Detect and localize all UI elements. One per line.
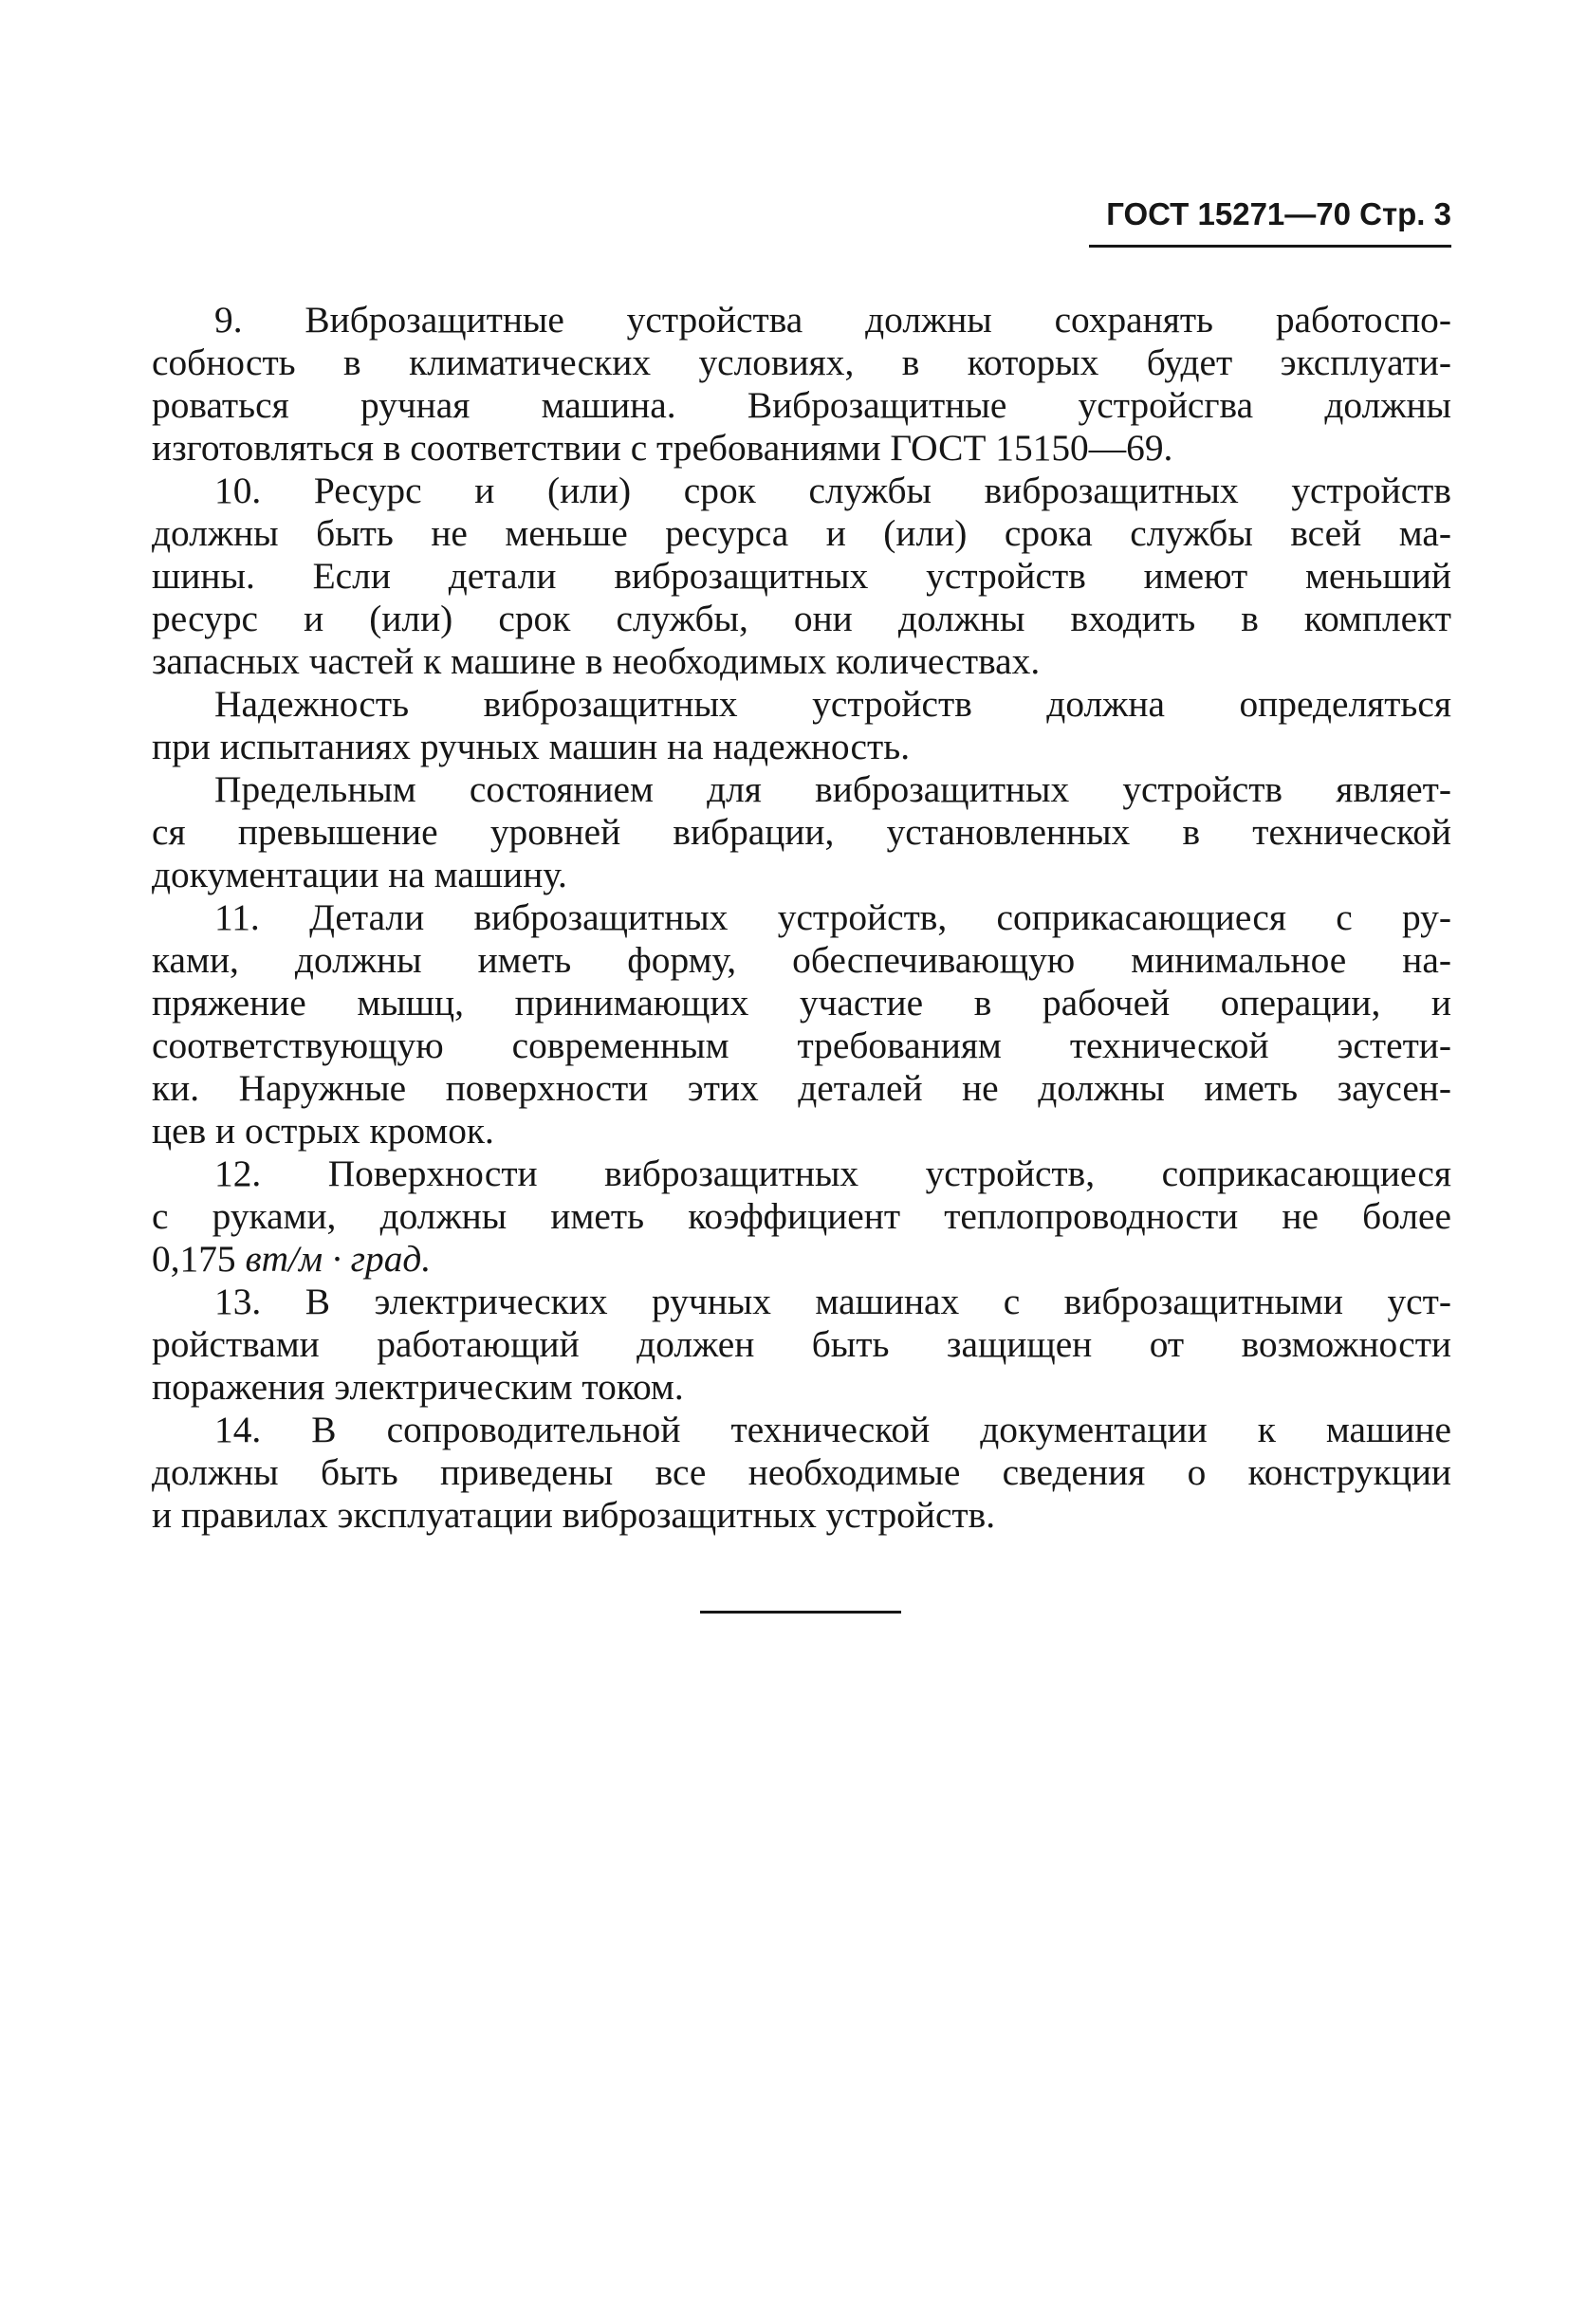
text-line: шины. Если детали виброзащитных устройств имеют меньший [152,555,1451,597]
conductivity-unit: вт/м · град. [245,1238,432,1280]
paragraph-limit-state [152,768,1451,896]
text-line: 12. Поверхности виброзащитных устройств, соприкасающиеся [214,1153,1451,1194]
paragraph-12 [152,1153,1451,1281]
text-line-value [152,1238,1451,1281]
text-line: ся превышение уровней вибрации, установленных в технической [152,811,1451,853]
text-line: 11. Детали виброзащитных устройств, соприкасающиеся с ру- [214,896,1451,938]
text-line: собность в климатических условиях, в которых будет эксплуати- [152,341,1451,383]
text-line: Предельным состоянием для виброзащитных устройств являет- [214,768,1451,810]
header-rule [1089,245,1451,248]
text-line: с руками, должны иметь коэффициент теплопроводности не более [152,1195,1451,1237]
paragraph-reliability [152,683,1451,768]
text-line: пряжение мышц, принимающих участие в рабочей операции, и [152,982,1451,1024]
text-line: ки. Наружные поверхности этих деталей не должны иметь заусен- [152,1067,1451,1109]
text-line: роваться ручная машина. Виброзащитные устройсгва должны [152,384,1451,426]
paragraph-11 [152,896,1451,1153]
paragraph-14 [152,1409,1451,1537]
end-rule [700,1611,901,1614]
paragraph-10 [152,470,1451,683]
text-line: поражения электрическим током. [152,1366,684,1408]
text-line: 9. Виброзащитные устройства должны сохранять работоспо- [214,299,1451,341]
page-header: ГОСТ 15271—70 Стр. 3 [1106,196,1451,231]
text-line: при испытаниях ручных машин на надежность. [152,726,911,767]
text-line: должны быть приведены все необходимые сведения о конструкции [152,1451,1451,1493]
text-line: 13. В электрических ручных машинах с виброзащитными уст- [214,1281,1451,1322]
text-line: изготовляться в соответствии с требованиями ГОСТ 15150—69. [152,427,1173,469]
text-line: запасных частей к машине в необходимых количествах. [152,640,1041,682]
document-body [152,299,1451,1537]
text-line: ресурс и (или) срок службы, они должны входить в комплект [152,598,1451,639]
text-line: цев и острых кромок. [152,1110,494,1152]
text-line: и правилах эксплуатации виброзащитных устройств. [152,1494,996,1536]
paragraph-9 [152,299,1451,470]
conductivity-value: 0,175 [152,1238,236,1280]
text-line: соответствующую современным требованиям технической эстети- [152,1024,1451,1066]
text-line: Надежность виброзащитных устройств должна определяться [214,683,1451,725]
text-line: должны быть не меньше ресурса и (или) срока службы всей ма- [152,512,1451,554]
text-line: ками, должны иметь форму, обеспечивающую минимальное на- [152,939,1451,981]
text-line: ройствами работающий должен быть защищен от возможности [152,1323,1451,1365]
text-line: 14. В сопроводительной технической документации к машине [214,1409,1451,1450]
paragraph-13 [152,1281,1451,1409]
text-line: документации на машину. [152,854,567,895]
text-line: 10. Ресурс и (или) срок службы виброзащитных устройств [214,470,1451,511]
